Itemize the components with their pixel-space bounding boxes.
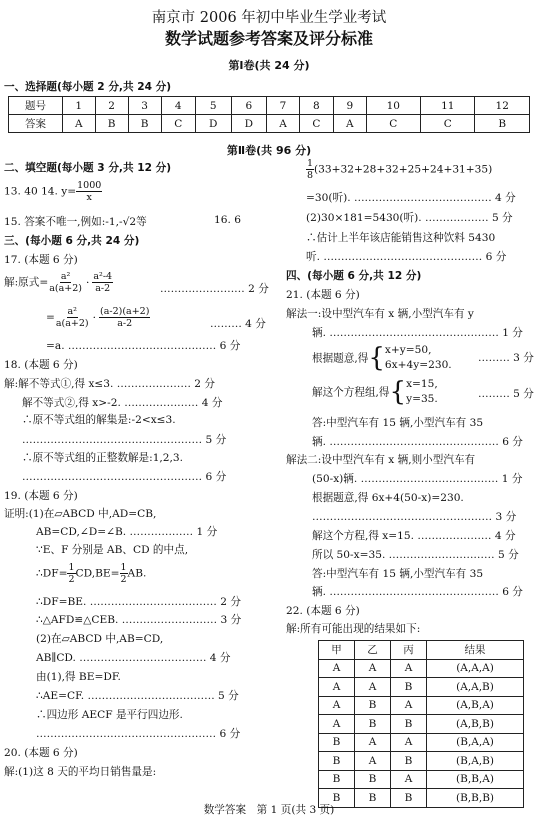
table-cell: A [391, 770, 427, 789]
q18-title: 18. (本题 6 分) [4, 359, 78, 371]
table-cell: A [355, 659, 391, 678]
q20-title: 20. (本题 6 分) [4, 747, 78, 759]
cell: 11 [421, 97, 475, 115]
table-cell: (B,A,A) [427, 733, 524, 752]
table-cell: B [355, 770, 391, 789]
header-bing: 丙 [391, 641, 427, 660]
q17-line2 [46, 306, 150, 329]
q18-line3: ∴原不等式组的解集是:-2<x≤3. [22, 414, 176, 426]
table-cell: (B,A,B) [427, 752, 524, 771]
cell: 2 [95, 97, 128, 115]
q19-line4 [36, 562, 146, 585]
text: (33+32+28+32+25+24+31+35) [314, 163, 493, 176]
equation-system: x+y=50, 6x+4y=230. [384, 344, 452, 371]
q22-title: 22. (本题 6 分) [286, 605, 360, 617]
equation-system: x=15, y=35. [406, 378, 438, 405]
answer-15: 15. 答案不唯一,例如:-1,-√2等 [4, 216, 147, 228]
q20-line3: (2)30×181=5430(听). ……………… 5 分 [306, 212, 513, 224]
section2-header: 二、填空题(每小题 3 分,共 12 分) [4, 162, 172, 174]
q20-line1: 解:(1)这 8 天的平均日销售量是: [4, 766, 157, 778]
header-yi: 乙 [355, 641, 391, 660]
header-result: 结果 [427, 641, 524, 660]
q20-line5: 听. ……………………………………… 6 分 [306, 251, 507, 263]
text: ∴DF= [36, 567, 68, 580]
q17-line1 [4, 271, 113, 294]
score: ……… 5 分 [478, 388, 534, 400]
table-cell: (A,B,A) [427, 696, 524, 715]
outcome-table [318, 640, 524, 808]
table-cell: B [319, 770, 355, 789]
q19-line12: …………………………………………… 6 分 [36, 728, 241, 740]
q20-line4: ∴估计上半年该店能销售这种饮料 5430 [306, 232, 496, 244]
table-cell: (B,B,B) [427, 789, 524, 808]
q18-line2: 解不等式②,得 x>-2. ………………… 4 分 [22, 397, 223, 409]
document-title: 数学试题参考答案及评分标准 [164, 29, 373, 48]
cell: 5 [195, 97, 231, 115]
cell: 6 [231, 97, 267, 115]
table-cell: (A,B,B) [427, 715, 524, 734]
part2-heading: 第Ⅱ卷(共 96 分) [226, 144, 312, 157]
table-cell: A [319, 696, 355, 715]
cell: D [195, 115, 231, 133]
table-cell: B [355, 789, 391, 808]
q19-title: 19. (本题 6 分) [4, 490, 78, 502]
question-number-row [9, 97, 530, 115]
table-cell: (A,A,B) [427, 678, 524, 697]
brace: { [368, 343, 385, 373]
answer-16: 16. 6 [214, 214, 241, 226]
cell: C [299, 115, 333, 133]
q22-line1: 解:所有可能出现的结果如下: [286, 623, 421, 635]
q21-line12: 所以 50-x=35. ………………………… 5 分 [312, 549, 519, 561]
section3-header: 三、(每小题 6 分,共 24 分) [4, 235, 140, 247]
cell: B [475, 115, 530, 133]
cell: C [421, 115, 475, 133]
cell: 3 [128, 97, 161, 115]
cell: B [95, 115, 128, 133]
text: · [92, 311, 97, 324]
cell: C [161, 115, 195, 133]
q19-line6: ∴△AFD≌△CEB. ……………………… 3 分 [36, 614, 242, 626]
table-cell: A [355, 752, 391, 771]
table-cell: B [391, 678, 427, 697]
text: · [85, 276, 90, 289]
cell: 8 [299, 97, 333, 115]
q21-line14: 辆. ………………………………………… 6 分 [312, 586, 523, 598]
fraction: $\frac{\text{a²-4}}{a-2}$ [93, 271, 113, 294]
q20-line2: =30(听). ………………………………… 4 分 [306, 192, 516, 204]
section1-header: 一、选择题(每小题 2 分,共 24 分) [4, 81, 172, 93]
q18-line5: ∴原不等式组的正整数解是:1,2,3. [22, 452, 184, 464]
q19-line1: 证明:(1)在▱ABCD 中,AD=CB, [4, 508, 157, 520]
score: …………………… 2 分 [160, 283, 269, 295]
fraction: $\frac{1}{2}$ [120, 562, 127, 585]
table-cell: A [355, 678, 391, 697]
brace: { [389, 377, 407, 407]
q21-line2: 辆. ………………………………………… 1 分 [312, 327, 523, 339]
part1-heading: 第Ⅰ卷(共 24 分) [228, 59, 310, 72]
outcome-table-body [319, 659, 524, 807]
table-cell: B [355, 696, 391, 715]
table-cell: A [355, 733, 391, 752]
cell: D [231, 115, 267, 133]
header-jia: 甲 [319, 641, 355, 660]
q19-line3: ∵E、F 分别是 AB、CD 的中点, [36, 544, 189, 556]
q21-line1: 解法一:设中型汽车有 x 辆,小型汽车有 y [286, 308, 474, 320]
table-cell: (A,A,A) [427, 659, 524, 678]
table-cell: B [391, 752, 427, 771]
q19-line9: 由(1),得 BE=DF. [36, 671, 121, 683]
table-cell: A [319, 678, 355, 697]
q19-line8: AB∥CD. ……………………………… 4 分 [36, 652, 231, 664]
q19-line2: AB=CD,∠D=∠B. ……………… 1 分 [36, 526, 218, 538]
cell: C [366, 115, 420, 133]
answer-13-14 [4, 180, 102, 203]
text: = [46, 311, 55, 324]
table-row [319, 733, 524, 752]
cell: 1 [63, 97, 96, 115]
text: 根据题意,得 [312, 352, 369, 365]
fraction: $\frac{(a-2)(a+2)}{a-2}$ [100, 306, 150, 329]
cell: 4 [161, 97, 195, 115]
score: ……… 4 分 [210, 318, 266, 330]
q21-line3 [312, 343, 452, 373]
answer-row [9, 115, 530, 133]
table-cell: A [391, 733, 427, 752]
q21-line8: (50-x)辆. ………………………………… 1 分 [312, 473, 523, 485]
section4-header: 四、(每小题 6 分,共 12 分) [286, 270, 422, 282]
cell: A [334, 115, 367, 133]
q21-line11: 解这个方程,得 x=15. ………………… 4 分 [312, 530, 516, 542]
fraction: $\frac{\text{a²}}{a(a+2)}$ [55, 306, 89, 329]
q21-line5: 答:中型汽车有 15 辆,小型汽车有 35 [312, 417, 484, 429]
table-cell: A [319, 659, 355, 678]
q21-line9: 根据题意,得 6x+4(50-x)=230. [312, 492, 464, 504]
text: CD,BE= [75, 567, 120, 580]
q21-line7: 解法二:设中型汽车有 x 辆,则小型汽车有 [286, 454, 476, 466]
table-cell: B [319, 789, 355, 808]
table-cell: A [319, 715, 355, 734]
cell: 7 [267, 97, 300, 115]
q19-line5: ∴DF=BE. ……………………………… 2 分 [36, 596, 241, 608]
q21-line10: …………………………………………… 3 分 [312, 511, 517, 523]
q21-line13: 答:中型汽车有 15 辆,小型汽车有 35 [312, 568, 484, 580]
q17-title: 17. (本题 6 分) [4, 254, 78, 266]
fraction: $\frac{\text{a²}}{a(a+2)}$ [49, 271, 82, 294]
q19-line10: ∴AE=CF. ……………………………… 5 分 [36, 690, 239, 702]
table-cell: B [319, 752, 355, 771]
cell: B [128, 115, 161, 133]
fraction: $\frac{1}{8}$ [307, 158, 314, 181]
table-row [319, 715, 524, 734]
q21-title: 21. (本题 6 分) [286, 289, 360, 301]
table-cell: A [391, 696, 427, 715]
answer-table [8, 96, 530, 133]
cell: 12 [475, 97, 530, 115]
table-row [319, 752, 524, 771]
q18-line1: 解:解不等式①,得 x≤3. ………………… 2 分 [4, 378, 216, 390]
table-row [319, 696, 524, 715]
row-label-answer: 答案 [9, 115, 63, 133]
cell: A [267, 115, 300, 133]
fraction: $\frac{1}{2}$ [68, 562, 75, 585]
table-row [319, 770, 524, 789]
q18-line4: …………………………………………… 5 分 [22, 434, 227, 446]
table-cell: A [391, 659, 427, 678]
table-row [319, 678, 524, 697]
text: 解这个方程组,得 [312, 386, 390, 399]
row-label-number: 题号 [9, 97, 63, 115]
text: 解:原式= [4, 276, 49, 289]
q21-line4 [312, 377, 438, 407]
table-cell: (B,B,A) [427, 770, 524, 789]
answer-text: 13. 40 14. y= [4, 185, 77, 198]
text: AB. [127, 567, 147, 580]
cell: A [63, 115, 96, 133]
outcome-table-header [319, 641, 524, 660]
q19-line7: (2)在▱ABCD 中,AB=CD, [36, 633, 164, 645]
fraction: $\frac{1000}{x}$ [77, 180, 102, 203]
table-row [319, 659, 524, 678]
q17-line3: =a. …………………………………… 6 分 [46, 340, 241, 352]
table-cell: B [391, 789, 427, 808]
page-footer: 数学答案 第 1 页(共 3 页) [203, 804, 335, 816]
cell: 9 [334, 97, 367, 115]
cell: 10 [366, 97, 420, 115]
q21-line6: 辆. ………………………………………… 6 分 [312, 436, 523, 448]
table-cell: B [391, 715, 427, 734]
score: ……… 3 分 [478, 352, 534, 364]
q19-line11: ∴四边形 AECF 是平行四边形. [36, 709, 183, 721]
table-cell: B [355, 715, 391, 734]
q20-line1-cont [306, 158, 492, 181]
exam-title: 南京市 2006 年初中毕业生学业考试 [151, 10, 387, 26]
q18-line6: …………………………………………… 6 分 [22, 471, 227, 483]
table-cell: B [319, 733, 355, 752]
